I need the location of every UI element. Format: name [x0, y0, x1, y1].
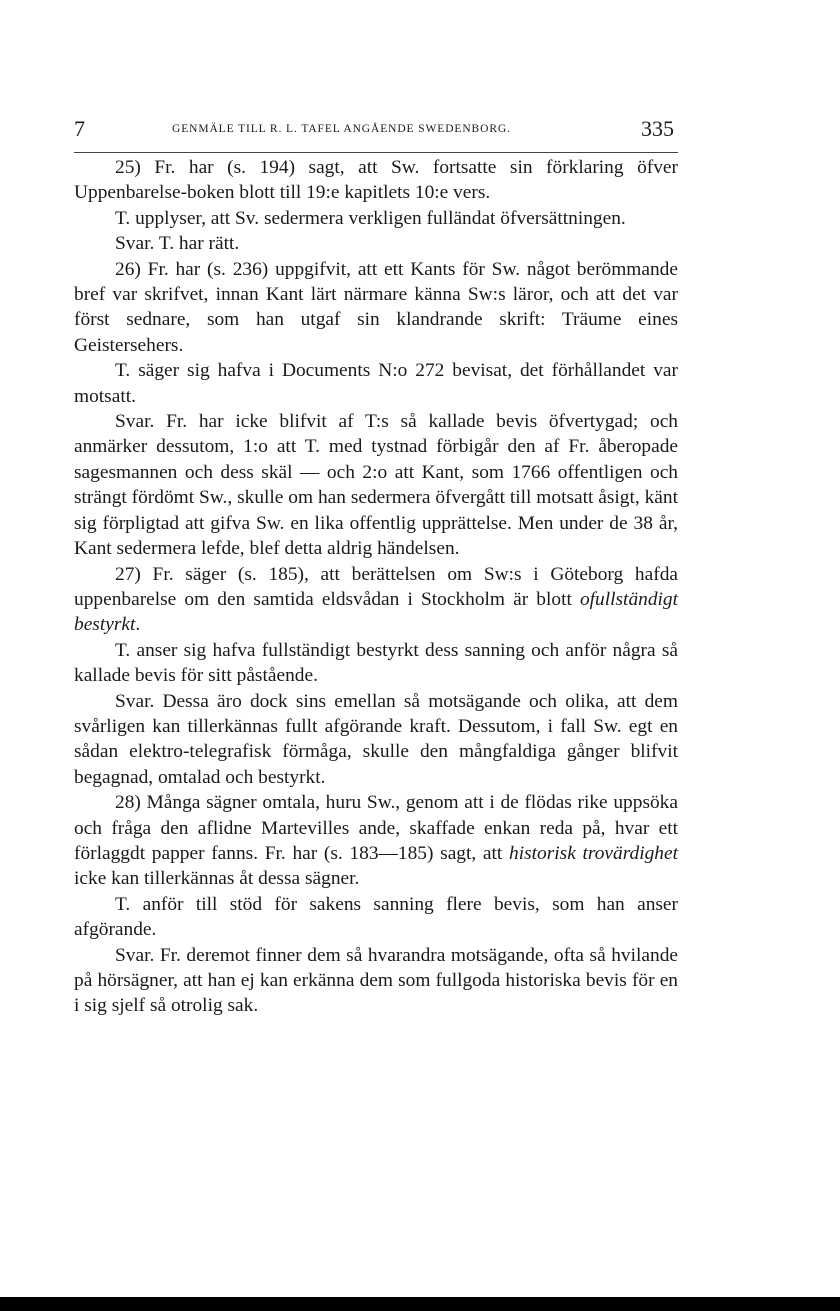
emphasis-text: ofullständigt bestyrkt [74, 588, 678, 636]
paragraph-28-answer: Svar. Fr. deremot finner dem så hvarandra motsägande, ofta så hvilande på hörsägner, att han ej kan erkänna dem som fullgoda historiska bevis för en i sig sjelf så otrolig sak. [74, 944, 678, 1017]
running-title: GENMÄLE TILL R. L. TAFEL ANGÅENDE SWEDENBORG. [172, 123, 511, 135]
paragraph-27: 27) Fr. säger (s. 185), att berättelsen om Sw:s i Göteborg hafda uppenbarelse om den samtida eldsvådan i Stockholm är blott ofullständigt bestyrkt. [74, 563, 678, 636]
paragraph-25-answer: Svar. T. har rätt. [115, 233, 240, 255]
paragraph-27-answer: Svar. Dessa äro dock sins emellan så motsägande och olika, att dem svårligen kan tillerkännas fullt afgörande kraft. Dessutom, i fall Sw. egt en sådan elektro-telegrafisk förmåga, skulle den mångfaldiga gånger blifvit begagnad, omtalad och bestyrkt. [74, 690, 678, 788]
paragraph-26-reply: T. säger sig hafva i Documents N:o 272 bevisat, det förhållandet var motsatt. [74, 360, 678, 407]
paragraph-27-reply: T. anser sig hafva fullständigt bestyrkt dess sanning och anför några så kallade bevis för sitt påstående. [74, 639, 678, 687]
paragraph-25: 25) Fr. har (s. 194) sagt, att Sw. fortsatte sin förklaring öfver Uppenbarelse-boken blott till 19:e kapitlets 10:e vers. [74, 157, 678, 204]
paragraph-28-reply: T. anför till stöd för sakens sanning flere bevis, som han anser afgörande. [74, 893, 678, 941]
header-rule [74, 152, 678, 153]
scan-edge [0, 1297, 840, 1311]
page-number: 335 [641, 116, 674, 141]
paragraph-28: 28) Många sägner omtala, huru Sw., genom att i de flödas rike uppsöka och fråga den aflidne Martevilles ande, skaffade enkan reda på, hvar ett förlaggdt papper fanns. Fr. har (s. 183—185) sagt, att historisk trovärdighet icke kan tillerkännas åt dessa sägner. [74, 792, 678, 890]
paragraph-26-answer: Svar. Fr. har icke blifvit af T:s så kallade bevis öfvertygad; och anmärker dessutom, 1:o att T. med tystnad förbigår den af Fr. åberopade sagesmannen och dess skäl — och 2:o att Kant, som 1766 offentligen och strängt fördömt Sw., skulle om han sedermera öfvergått till motsatt åsigt, känt sig förpligtad att gifva Sw. en lika offentlig upprättelse. Men under de 38 år, Kant sedermera lefde, blef detta aldrig händelsen. [74, 411, 678, 560]
paragraph-25-reply: T. upplyser, att Sv. sedermera verkligen fulländat öfversättningen. [115, 207, 626, 229]
page-body [74, 155, 678, 1019]
page-header [74, 114, 674, 148]
emphasis-text: historisk trovärdighet [509, 842, 678, 864]
signature-mark: 7 [74, 116, 85, 141]
paragraph-26: 26) Fr. har (s. 236) uppgifvit, att ett Kants för Sw. något berömmande bref var skrifvet, innan Kant lärt närmare känna Sw:s läror, och att det var först sednare, som han utgaf sin klandrande skrift: Träume eines Geistersehers. [74, 258, 678, 356]
